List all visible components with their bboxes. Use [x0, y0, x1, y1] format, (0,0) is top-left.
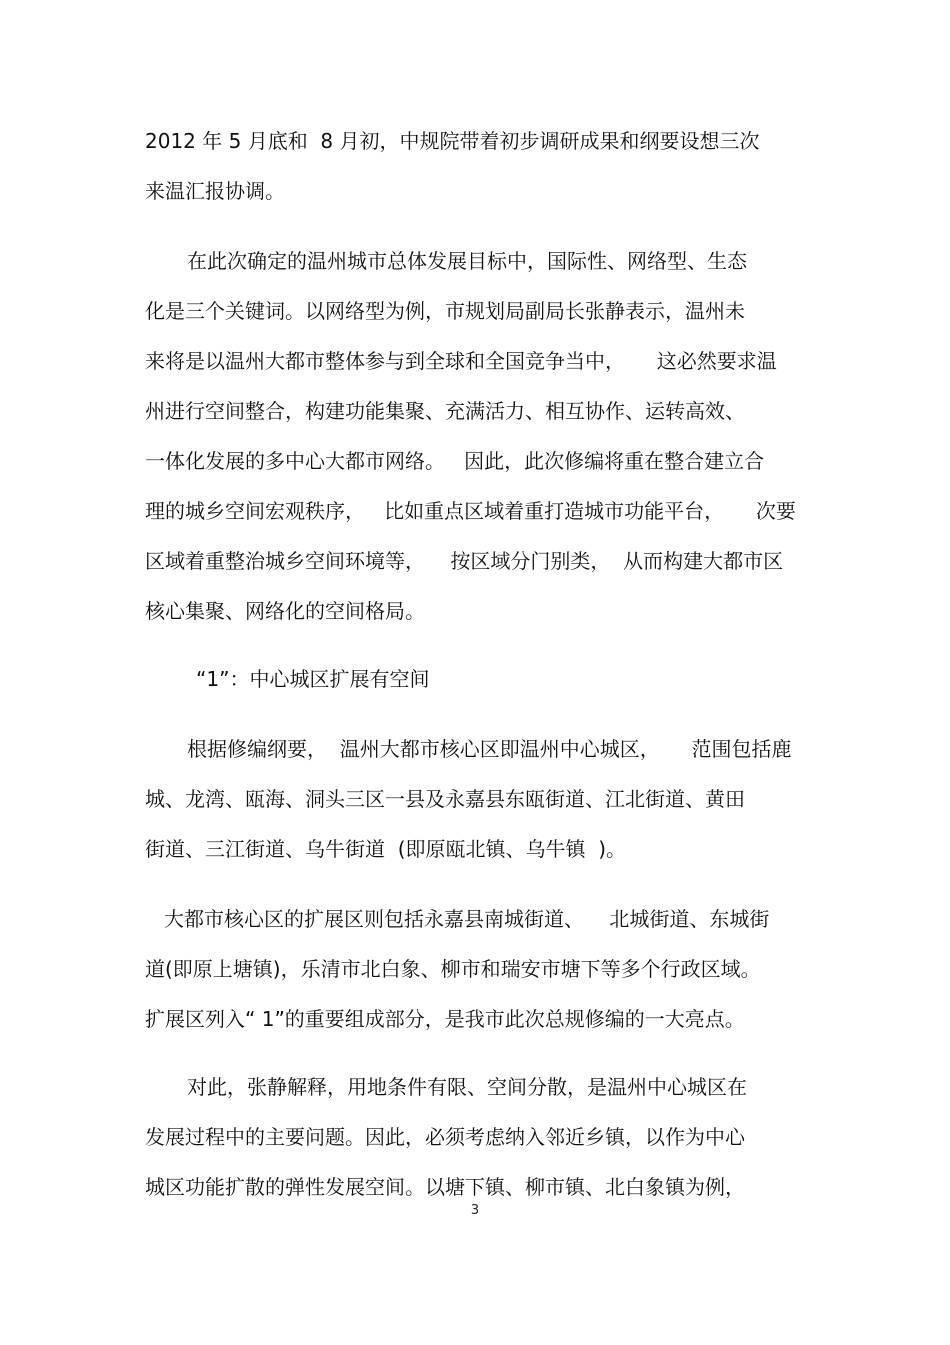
text-line: 对此，张静解释，用地条件有限、空间分散，是温州中心城区在: [187, 1075, 747, 1099]
text-line: 2012 年 5 月底和 8 月初，中规院带着初步调研成果和纲要设想三次: [145, 129, 760, 153]
text-line: 扩展区列入“ 1”的重要组成部分，是我市此次总规修编的一大亮点。: [145, 1007, 745, 1031]
text-line: 化是三个关键词。以网络型为例，市规划局副局长张静表示，温州未: [145, 299, 745, 323]
text-line: 在此次确定的温州城市总体发展目标中，国际性、网络型、生态: [187, 249, 747, 273]
text-line: 来温汇报协调。: [145, 179, 285, 203]
text-line: 州进行空间整合，构建功能集聚、充满活力、相互协作、运转高效、: [145, 399, 745, 423]
text-line: 核心集聚、网络化的空间格局。: [145, 599, 425, 623]
text-line: 区域着重整治城乡空间环境等， 按区域分门别类， 从而构建大都市区: [145, 549, 784, 573]
section-heading: “1”：中心城区扩展有空间: [196, 667, 430, 691]
text-line: 一体化发展的多中心大都市网络。 因此，此次修编将重在整合建立合: [145, 449, 765, 473]
text-line: 发展过程中的主要问题。因此，必须考虑纳入邻近乡镇，以作为中心: [145, 1125, 745, 1149]
text-line: 来将是以温州大都市整体参与到全球和全国竞争当中， 这必然要求温: [145, 349, 777, 373]
text-line: 根据修编纲要， 温州大都市核心区即温州中心城区， 范围包括鹿: [187, 737, 792, 761]
text-line: 理的城乡空间宏观秩序， 比如重点区域着重打造城市功能平台， 次要: [145, 499, 796, 523]
page-number: 3: [470, 1203, 480, 1218]
text-line: 大都市核心区的扩展区则包括永嘉县南城街道、 北城街道、东城街: [164, 907, 770, 931]
text-line: 城、龙湾、瓯海、洞头三区一县及永嘉县东瓯街道、江北街道、黄田: [145, 787, 745, 811]
text-line: 街道、三江街道、乌牛街道 (即原瓯北镇、乌牛镇 )。: [145, 837, 627, 861]
text-line: 道(即原上塘镇)，乐清市北白象、柳市和瑞安市塘下等多个行政区域。: [145, 957, 761, 981]
text-line: 城区功能扩散的弹性发展空间。以塘下镇、柳市镇、北白象镇为例，: [145, 1175, 745, 1199]
